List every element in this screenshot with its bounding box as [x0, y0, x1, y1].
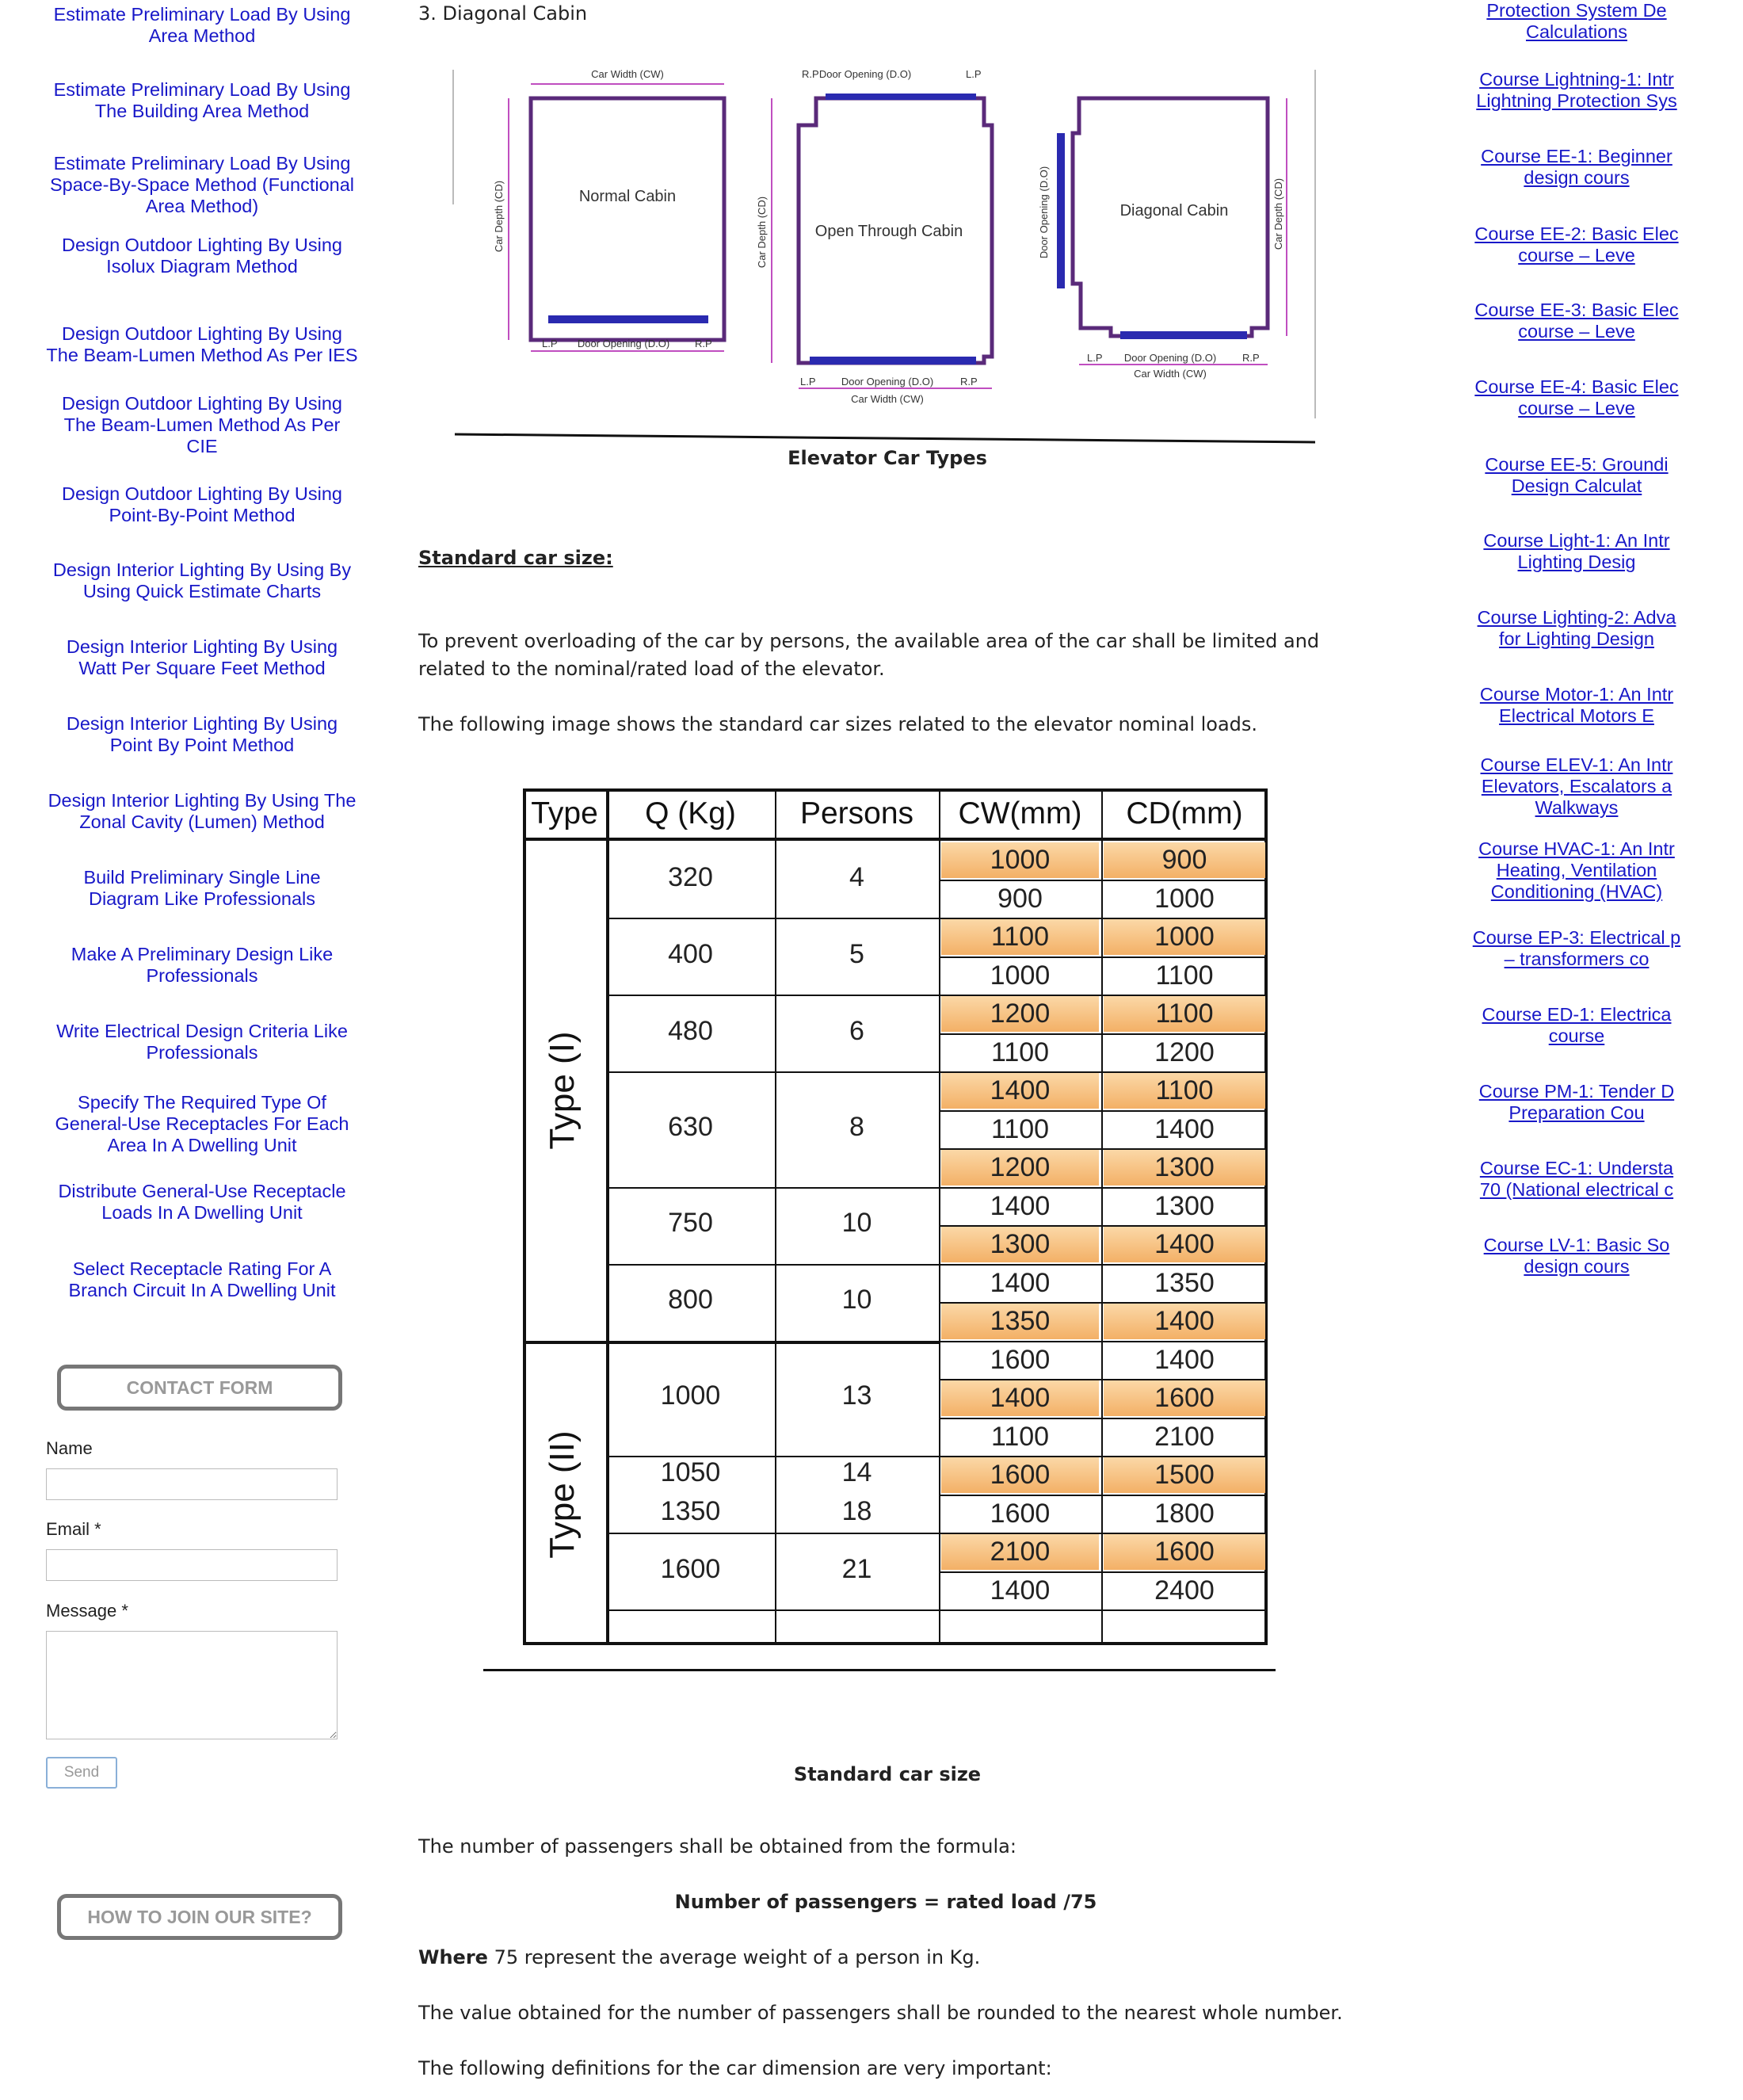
table-cell-persons: 5: [849, 938, 864, 969]
table-cell-load: 480: [668, 1015, 713, 1046]
right-nav-link[interactable]: Protection System De Calculations: [1486, 0, 1667, 42]
table-cell-cw: 1100: [941, 919, 1099, 955]
table-cell-load: 630: [668, 1111, 713, 1142]
diagonal-cabin-rp: R.P: [1242, 352, 1260, 364]
right-nav-link[interactable]: Course EE-1: Beginner design cours: [1481, 146, 1672, 188]
group-rule: [606, 1609, 939, 1611]
table-cell-persons: 13: [841, 1380, 872, 1411]
table-cell-cd: 1300: [1154, 1190, 1215, 1221]
join-button[interactable]: HOW TO JOIN OUR SITE?: [57, 1894, 342, 1940]
normal-cabin-rp: R.P: [695, 338, 712, 349]
left-nav-link[interactable]: Estimate Preliminary Load By Using The Building Area Method: [53, 79, 351, 121]
message-field[interactable]: [46, 1631, 338, 1739]
contact-form-title: CONTACT FORM: [57, 1365, 342, 1411]
paragraph-4-bold: Where: [418, 1946, 488, 1968]
paragraph-4: [418, 1944, 1369, 1972]
right-nav-link[interactable]: Course ED-1: Electrica course: [1482, 1004, 1672, 1046]
diagonal-cabin-title: Diagonal Cabin: [1119, 202, 1229, 220]
table-cell-cd: 1400: [1154, 1344, 1215, 1375]
right-nav-link[interactable]: Course EC-1: Understa 70 (National electrical c: [1479, 1158, 1674, 1200]
table-header: Q (Kg): [645, 796, 736, 830]
normal-cabin-lp: L.P: [542, 338, 558, 349]
diagonal-cabin-door-side: Door Opening (D.O): [1038, 166, 1050, 259]
open-cabin-rp: R.P: [960, 376, 978, 388]
diagonal-cabin-depth-label: Car Depth (CD): [1272, 178, 1284, 250]
right-nav-link[interactable]: Course Motor-1: An Intr Electrical Motors E: [1479, 684, 1674, 726]
left-nav-link[interactable]: Design Outdoor Lighting By Using Point-By-Point Method: [61, 483, 342, 525]
paragraph-4-rest: 75 represent the average weight of a person in Kg.: [487, 1946, 981, 1968]
table-cell-cw: 1400: [941, 1380, 1099, 1416]
table-cell-persons: 18: [841, 1495, 872, 1526]
table-cell-cd: 1200: [1154, 1037, 1215, 1067]
table-cell-cd: 1400: [1104, 1227, 1265, 1262]
table-header: Persons: [799, 796, 914, 830]
table-cell-cd: 1600: [1104, 1534, 1265, 1570]
table-cell-cw: 2100: [941, 1534, 1099, 1570]
table-cell-cd: 1100: [1104, 996, 1265, 1032]
table-cell-cw: 1100: [990, 1037, 1050, 1067]
name-label: Name: [46, 1438, 93, 1458]
open-cabin-lp-top: L.P: [966, 68, 982, 80]
elevator-car-types-diagram: [453, 46, 1325, 450]
table-cell-cd: 1100: [1104, 1073, 1265, 1109]
table-cell-cw: 1400: [990, 1190, 1051, 1221]
left-nav-link[interactable]: Design Interior Lighting By Using Watt Per Square Feet Method: [66, 636, 338, 678]
table-cell-load: 1050: [660, 1457, 721, 1488]
open-cabin-width-label: Car Width (CW): [851, 393, 924, 405]
open-cabin-lp: L.P: [800, 376, 816, 388]
table-cell-cw: 1200: [941, 996, 1099, 1032]
left-nav-link[interactable]: Select Receptacle Rating For A Branch Circuit In A Dwelling Unit: [68, 1258, 336, 1300]
table-cell-cd: 1000: [1154, 883, 1215, 914]
right-nav-link[interactable]: Course PM-1: Tender D Preparation Cou: [1478, 1081, 1675, 1123]
open-cabin-rp-top: R.P: [802, 68, 819, 80]
table-header: CD(mm): [1126, 796, 1243, 830]
left-nav-link[interactable]: Design Interior Lighting By Using By Using Quick Estimate Charts: [52, 559, 352, 601]
table-cell-cd: 1800: [1154, 1498, 1215, 1529]
header-rule: [523, 838, 1268, 841]
table-cell-cw: 1000: [941, 842, 1099, 878]
right-nav-link[interactable]: Course LV-1: Basic So design cours: [1483, 1235, 1670, 1277]
left-nav-link[interactable]: Design Outdoor Lighting By Using Isolux Diagram Method: [61, 235, 342, 277]
diagonal-cabin-lp: L.P: [1087, 352, 1103, 364]
open-cabin-depth-label: Car Depth (CD): [756, 196, 768, 269]
table-cell-cw: 1600: [941, 1457, 1099, 1493]
normal-cabin-width-label: Car Width (CW): [591, 68, 664, 80]
name-field[interactable]: [46, 1468, 338, 1500]
table-bottom-rule: [483, 1669, 1276, 1671]
figure2-caption: Standard car size: [793, 1763, 982, 1785]
table-cell-persons: 10: [841, 1285, 872, 1315]
table-cell-cw: 1400: [990, 1575, 1051, 1606]
left-nav-link[interactable]: Distribute General-Use Receptacle Loads In A Dwelling Unit: [58, 1181, 346, 1223]
paragraph-2: The following image shows the standard car sizes related to the elevator nominal loads.: [418, 713, 1258, 735]
diagonal-cabin-width-label: Car Width (CW): [1134, 368, 1207, 380]
left-nav-link[interactable]: Build Preliminary Single Line Diagram Like Professionals: [83, 867, 321, 909]
row-rule: [1101, 1609, 1268, 1611]
section-heading: Standard car size:: [418, 547, 613, 569]
left-nav-link[interactable]: Design Outdoor Lighting By Using The Beam-Lumen Method As Per CIE: [61, 393, 342, 456]
group-rule: [606, 918, 939, 919]
paragraph-5: The value obtained for the number of passengers shall be rounded to the nearest whole number.: [418, 2002, 1343, 2024]
table-cell-persons: 8: [849, 1111, 864, 1142]
table-cell-cw: 1600: [990, 1498, 1051, 1529]
right-nav-link[interactable]: Course EP-3: Electrical p – transformers co: [1472, 927, 1681, 969]
table-cell-persons: 4: [849, 861, 864, 892]
table-cell-cw: 1100: [990, 1113, 1050, 1144]
formula: Number of passengers = rated load /75: [674, 1891, 1097, 1913]
right-nav-link[interactable]: Course EE-2: Basic Elec course – Leve: [1474, 223, 1679, 265]
right-nav-link[interactable]: Course Light-1: An Intr Lighting Desig: [1483, 530, 1670, 572]
group-rule: [523, 1341, 939, 1344]
right-nav-link[interactable]: Course EE-4: Basic Elec course – Leve: [1474, 376, 1679, 418]
left-nav-link[interactable]: Write Electrical Design Criteria Like Professionals: [56, 1021, 348, 1063]
open-cabin-title: Open Through Cabin: [814, 223, 963, 240]
open-cabin-door-top: Door Opening (D.O): [818, 68, 912, 80]
right-nav-link[interactable]: Course HVAC-1: An Intr Heating, Ventilation Conditioning (HVAC): [1478, 838, 1675, 902]
table-cell-persons: 10: [841, 1208, 872, 1238]
table-cell-cw: 1000: [990, 960, 1051, 991]
message-label: Message *: [46, 1601, 128, 1621]
table-header: Type: [531, 796, 598, 830]
table-cell-cd: 2100: [1154, 1421, 1215, 1452]
diagonal-cabin-door-label: Door Opening (D.O): [1123, 352, 1217, 364]
row-rule: [939, 1609, 1101, 1611]
table-cell-cd: 1350: [1154, 1267, 1215, 1298]
right-nav-link[interactable]: Course Lighting-2: Adva for Lighting Design: [1477, 607, 1676, 649]
table-cell-cd: 1000: [1104, 919, 1265, 955]
left-nav-link[interactable]: Specify The Required Type Of General-Use Receptacles For Each Area In A Dwelling Unit: [55, 1092, 349, 1155]
table-cell-cw: 1400: [990, 1267, 1051, 1298]
table-cell-cw: 1200: [941, 1150, 1099, 1186]
list-item-diagonal-cabin: 3. Diagonal Cabin: [418, 2, 588, 25]
group-rule: [606, 995, 939, 996]
right-nav-link[interactable]: Course EE-3: Basic Elec course – Leve: [1474, 300, 1679, 342]
figure1-caption: Elevator Car Types: [788, 447, 987, 469]
table-cell-cd: 1500: [1104, 1457, 1265, 1493]
left-nav-link[interactable]: Design Outdoor Lighting By Using The Beam-Lumen Method As Per IES: [46, 323, 358, 365]
normal-cabin: [493, 68, 724, 351]
right-nav-link[interactable]: Course EE-5: Groundi Design Calculat: [1485, 454, 1669, 496]
table-cell-cd: 1400: [1154, 1113, 1215, 1144]
table-cell-load: 320: [668, 861, 713, 892]
table-cell-cd: 1400: [1104, 1304, 1265, 1339]
table-cell-cw: 1350: [941, 1304, 1099, 1339]
table-cell-cd: 1100: [1155, 960, 1214, 991]
table-cell-cw: 1100: [990, 1421, 1050, 1452]
email-field[interactable]: [46, 1549, 338, 1581]
left-nav-link[interactable]: Design Interior Lighting By Using Point By Point Method: [66, 713, 338, 755]
table-cell-cw: 1600: [990, 1344, 1051, 1375]
table-cell-cw: 1400: [941, 1073, 1099, 1109]
type-1-label: Type (I): [543, 1031, 582, 1150]
left-nav-link[interactable]: Make A Preliminary Design Like Professionals: [71, 944, 334, 986]
normal-cabin-door-label: Door Opening (D.O): [577, 338, 670, 349]
right-nav-link[interactable]: Course ELEV-1: An Intr Elevators, Escalators a Walkways: [1480, 754, 1673, 818]
group-rule: [606, 1264, 939, 1266]
table-cell-load: 400: [668, 938, 713, 969]
group-rule: [606, 1533, 939, 1534]
left-nav-link[interactable]: Design Interior Lighting By Using The Zonal Cavity (Lumen) Method: [48, 790, 357, 832]
normal-cabin-title: Normal Cabin: [578, 188, 677, 205]
table-cell-load: 800: [668, 1285, 713, 1315]
standard-car-size-table: [483, 761, 1307, 1632]
left-nav-link[interactable]: Estimate Preliminary Load By Using Space-By-Space Method (Functional Area Method): [49, 153, 355, 216]
send-button[interactable]: Send: [46, 1757, 117, 1789]
type-2-label: Type (II): [543, 1430, 582, 1559]
group-rule: [606, 1071, 939, 1073]
table-cell-cd: 2400: [1154, 1575, 1215, 1606]
group-rule: [606, 1187, 939, 1189]
right-nav-link[interactable]: Course Lightning-1: Intr Lightning Protection Sys: [1476, 69, 1677, 111]
table-cell-load: 1000: [660, 1380, 721, 1411]
table-header: CW(mm): [958, 796, 1082, 830]
table-cell-cd: 900: [1104, 842, 1265, 878]
paragraph-6: The following definitions for the car dimension are very important:: [418, 2057, 1052, 2079]
table-cell-load: 750: [668, 1208, 713, 1238]
email-label: Email *: [46, 1519, 101, 1539]
right-sidebar: [1410, 0, 1681, 1347]
table-cell-persons: 6: [849, 1015, 864, 1046]
paragraph-3: The number of passengers shall be obtained from the formula:: [418, 1835, 1016, 1858]
table-cell-persons: 14: [841, 1457, 872, 1488]
table-cell-cd: 1600: [1104, 1380, 1265, 1416]
diagonal-cabin: [1038, 98, 1287, 380]
paragraph-1: To prevent overloading of the car by persons, the available area of the car shall be limited and related to the nominal/rated load of the elevator.: [418, 630, 1320, 680]
table-cell-persons: 21: [841, 1553, 872, 1584]
open-cabin-door-label: Door Opening (D.O): [841, 376, 934, 388]
table-cell-load: 1600: [660, 1553, 721, 1584]
open-through-cabin: [756, 68, 992, 405]
table-cell-cd: 1300: [1104, 1150, 1265, 1186]
table-cell-cw: 1300: [941, 1227, 1099, 1262]
left-nav-link[interactable]: Estimate Preliminary Load By Using Area Method: [53, 4, 351, 46]
table-cell-cw: 900: [997, 883, 1043, 914]
table-cell-load: 1350: [660, 1495, 721, 1526]
normal-cabin-depth-label: Car Depth (CD): [493, 180, 505, 253]
